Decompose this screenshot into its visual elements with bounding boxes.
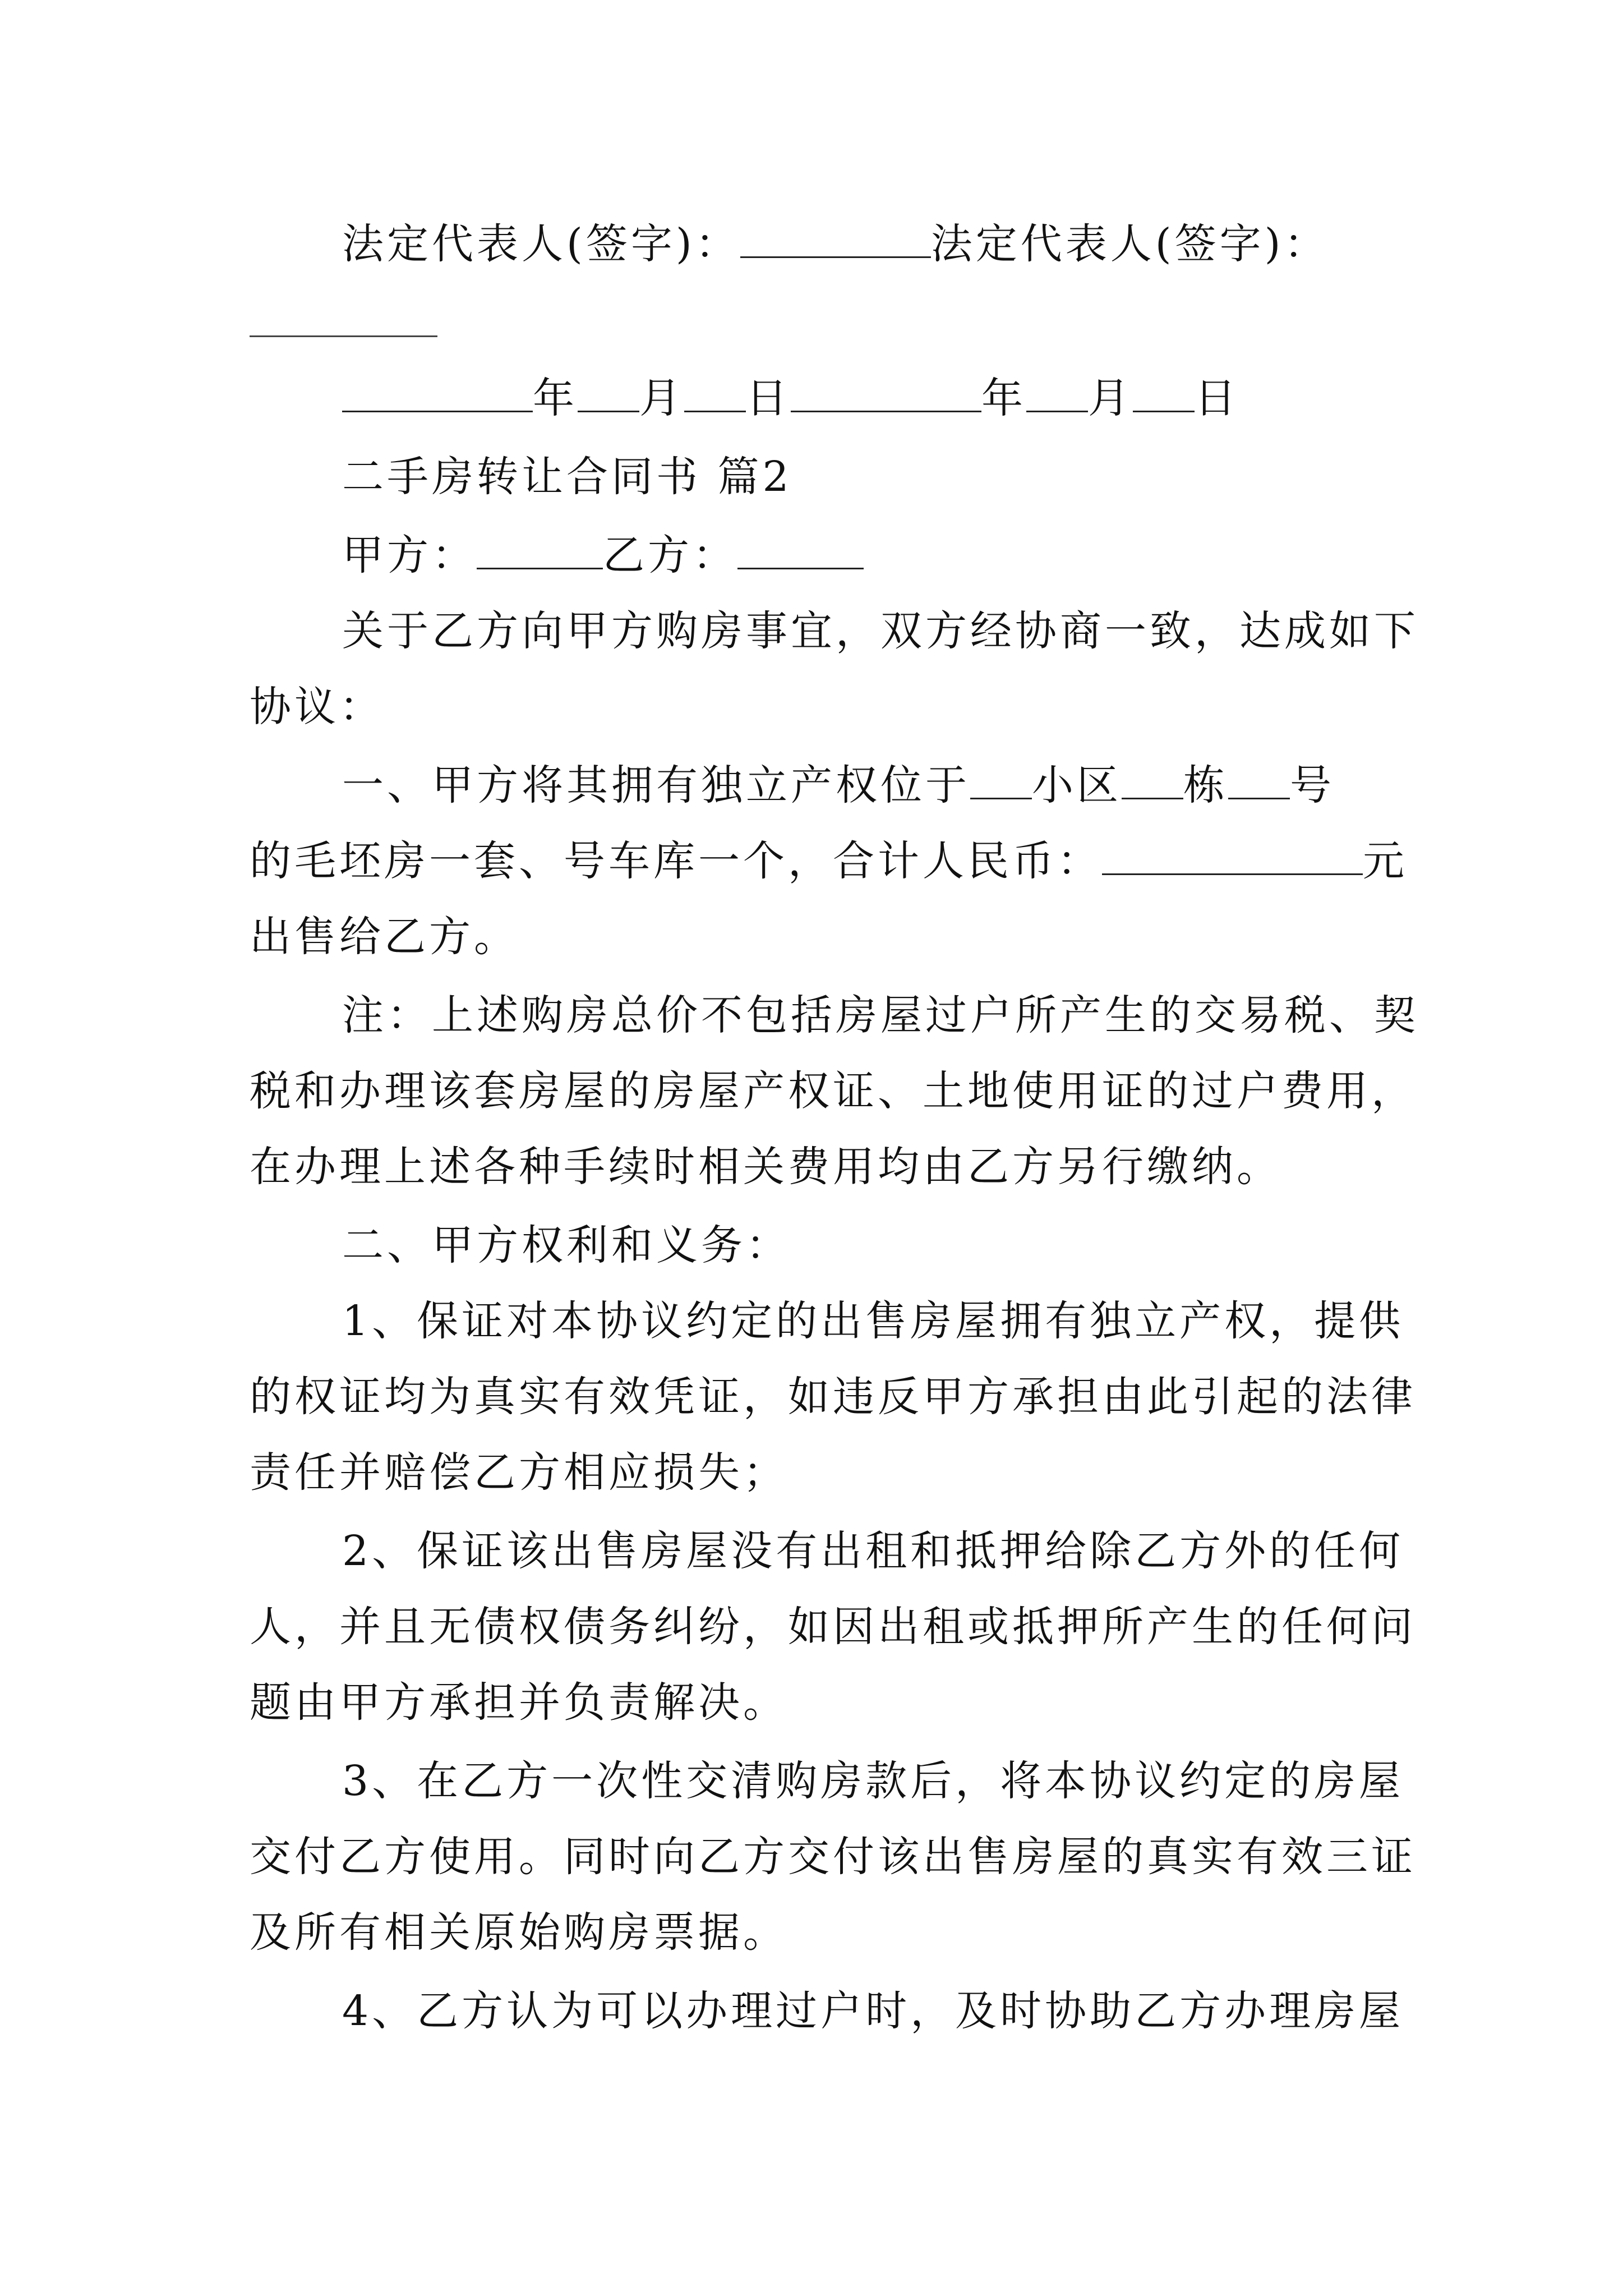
- note-line-3: 在办理上述各种手续时相关费用均由乙方另行缴纳。: [250, 1143, 1281, 1191]
- item1-line-2: 的权证均为真实有效凭证，如违反甲方承担由此引起的法律: [250, 1373, 1416, 1421]
- number-blank: [1228, 758, 1290, 799]
- item2-line-1: 2、保证该出售房屋没有出租和抵押给除乙方外的任何: [342, 1527, 1404, 1575]
- right-year-label: 年: [981, 374, 1026, 422]
- clause1-line2b: 元: [1363, 837, 1408, 885]
- note-line-1: 注：上述购房总价不包括房屋过户所产生的交易税、契: [342, 991, 1419, 1039]
- left-year-label: 年: [533, 374, 578, 422]
- clause1-seg1: 一、甲方将其拥有独立产权位于: [342, 761, 970, 809]
- left-signature-label: 法定代表人(签字)：: [342, 220, 740, 268]
- section2-title: 二、甲方权利和义务：: [342, 1221, 791, 1269]
- right-month-blank: [1026, 371, 1088, 412]
- clause1-seg4: 号: [1290, 761, 1335, 809]
- right-day-blank: [1133, 371, 1195, 412]
- community-blank: [970, 758, 1032, 799]
- item3-line-2: 交付乙方使用。同时向乙方交付该出售房屋的真实有效三证: [250, 1833, 1416, 1881]
- right-signature-label: 法定代表人(签字)：: [930, 220, 1329, 268]
- intro-line-1: 关于乙方向甲方购房事宜，双方经协商一致，达成如下: [342, 607, 1419, 655]
- right-signature-blank: [250, 335, 437, 337]
- parties-line: [342, 527, 1394, 583]
- party-b-label: 乙方：: [603, 531, 737, 579]
- left-signature-blank: [740, 217, 931, 258]
- right-year-blank: [791, 371, 981, 412]
- intro-line-2: 协议：: [250, 683, 384, 731]
- left-month-blank: [578, 371, 639, 412]
- right-day-label: 日: [1195, 374, 1239, 422]
- item1-line-1: 1、保证对本协议约定的出售房屋拥有独立产权，提供: [342, 1297, 1404, 1345]
- section-heading: 二手房转让合同书 篇2: [342, 453, 792, 501]
- item3-line-3: 及所有相关原始购房票据。: [250, 1908, 788, 1957]
- left-year-blank: [342, 371, 533, 412]
- clause1-seg3: 栋: [1183, 761, 1228, 809]
- right-month-label: 月: [1088, 374, 1133, 422]
- clause1-line-1: [342, 757, 1394, 813]
- party-a-blank: [477, 528, 603, 569]
- clause1-line-2: [250, 833, 1408, 889]
- left-day-blank: [684, 371, 746, 412]
- item3-line-1: 3、在乙方一次性交清购房款后，将本协议约定的房屋: [342, 1757, 1404, 1805]
- signature-line: [342, 216, 1394, 272]
- price-blank: [1102, 834, 1363, 875]
- item1-line-3: 责任并赔偿乙方相应损失；: [250, 1448, 788, 1497]
- building-blank: [1122, 758, 1183, 799]
- left-day-label: 日: [746, 374, 791, 422]
- clause1-seg2: 小区: [1032, 761, 1122, 809]
- item2-line-3: 题由甲方承担并负责解决。: [250, 1678, 788, 1727]
- date-line: [342, 370, 1394, 426]
- clause1-line-3: 出售给乙方。: [250, 913, 519, 961]
- item4-line-1: 4、乙方认为可以办理过户时，及时协助乙方办理房屋: [342, 1987, 1404, 2035]
- clause1-line2a: 的毛坯房一套、号车库一个，合计人民币：: [250, 837, 1102, 885]
- note-line-2: 税和办理该套房屋的房屋产权证、土地使用证的过户费用，: [250, 1067, 1416, 1115]
- item2-line-2: 人，并且无债权债务纠纷，如因出租或抵押所产生的任何问: [250, 1603, 1416, 1651]
- party-b-blank: [737, 528, 864, 569]
- left-month-label: 月: [639, 374, 684, 422]
- party-a-label: 甲方：: [342, 531, 477, 579]
